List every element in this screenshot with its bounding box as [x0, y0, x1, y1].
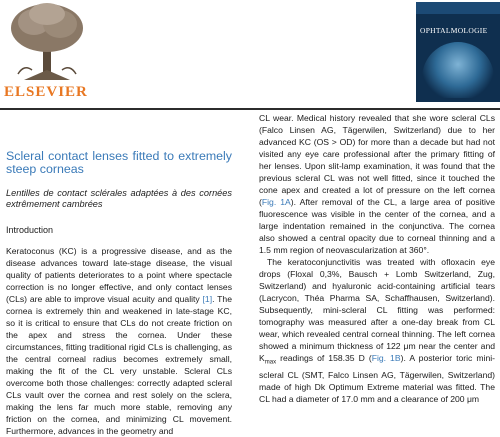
publisher-name: ELSEVIER: [4, 84, 88, 100]
intro-text-1: Keratoconus (KC) is a progressive disease, and as the disease advances toward late-stage disease, the visual quality of patients deteriorates to a point where spectacle correction is no longer effective, and only contact lenses (CLs) are able to improve visual acuity and quality: [6, 246, 232, 304]
intro-paragraph: [6, 245, 232, 437]
journal-cover-image: [422, 42, 494, 98]
journal-cover: [416, 2, 500, 102]
article-subtitle: Lentilles de contact sclérales adaptées à des cornées extrêmement cambrées: [6, 188, 232, 209]
reference-link-1[interactable]: [1]: [202, 294, 213, 304]
case-text-1b: ). After removal of the CL, a large area of positive fluorescence was visible in the center of the cornea, and a large indentation remained in the conjunctiva. The cornea also showed a central opacity due to corneal thinning and a 1.5 mm region of neovascularization at 360°.: [259, 197, 495, 255]
figure-link-1a[interactable]: Fig. 1A: [261, 197, 291, 207]
case-paragraph-1: [259, 112, 495, 256]
header-divider: [0, 108, 500, 110]
case-text-2b: readings of 158.35 D (: [276, 353, 372, 363]
right-column: [259, 112, 495, 405]
figure-link-1b[interactable]: Fig. 1B: [371, 353, 401, 363]
cover-band: [416, 2, 500, 14]
case-text-2c: ). A posterior toric mini-scleral CL (SMT, Falco Linsen AG, Tägerwilen, Switzerland) made of high Dk Optimum Extreme material was fitted. The CL had a diameter of 17.0 mm and a clearance of 200 μm: [259, 353, 495, 404]
left-column: [6, 112, 232, 437]
intro-text-2: . The cornea is extremely thin and weakened in late-stage KC, so it is critical to ensure that CLs do not create friction on the apex and stress the cornea. Under these circumstances, fitting traditional rigid CLs is challenging, as the central corneal radius becomes extremely small, making the fit of the CL very unstable. Scleral CLs overcome both those challenges: correctly adapted scleral CLs vault over the cornea and rest solely on the sclera, making the lens far much more stable, removing any friction on the cornea, and minimizing CL movement. Furthermore, advances in the geometry and: [6, 294, 232, 436]
tree-logo-icon: [4, 0, 90, 84]
case-text-2a: The keratoconjunctivitis was treated with ofloxacin eye drops (Floxal 0,3%, Bausch + Lomb Switzerland, Zug, Switzerland) and hyaluronic acid-containing artificial tears (Lacrycon, Théa Pharma SA, Schaffhausen, Switzerland). Subsequently, mini-scleral CL fitting was performed: tomography was measured after a one-day break from CL wear, which revealed central corneal thinning. The left cornea showed a minimum thickness of 122 μm near the center and K: [259, 257, 495, 363]
case-paragraph-2: [259, 256, 495, 405]
kmax-subscript: max: [264, 359, 277, 366]
section-heading: Introduction: [6, 225, 54, 235]
journal-title: OPHTALMOLOGIE: [420, 26, 488, 35]
article-title: Scleral contact lenses fitted to extremely steep corneas: [6, 149, 232, 176]
case-text-1a: CL wear. Medical history revealed that she wore scleral CLs (Falco Linsen AG, Tägerwilen, Switzerland) due to her advanced KC (OS > OD) for more than a decade but had not visited any eye care professional after the primary fitting of her lenses. Upon slit-lamp examination, it was found that the previous scleral CL was not well fitted, since it touched the cone apex and created a lot of pressure on the left cornea (: [259, 113, 495, 207]
page-header: [0, 0, 500, 110]
